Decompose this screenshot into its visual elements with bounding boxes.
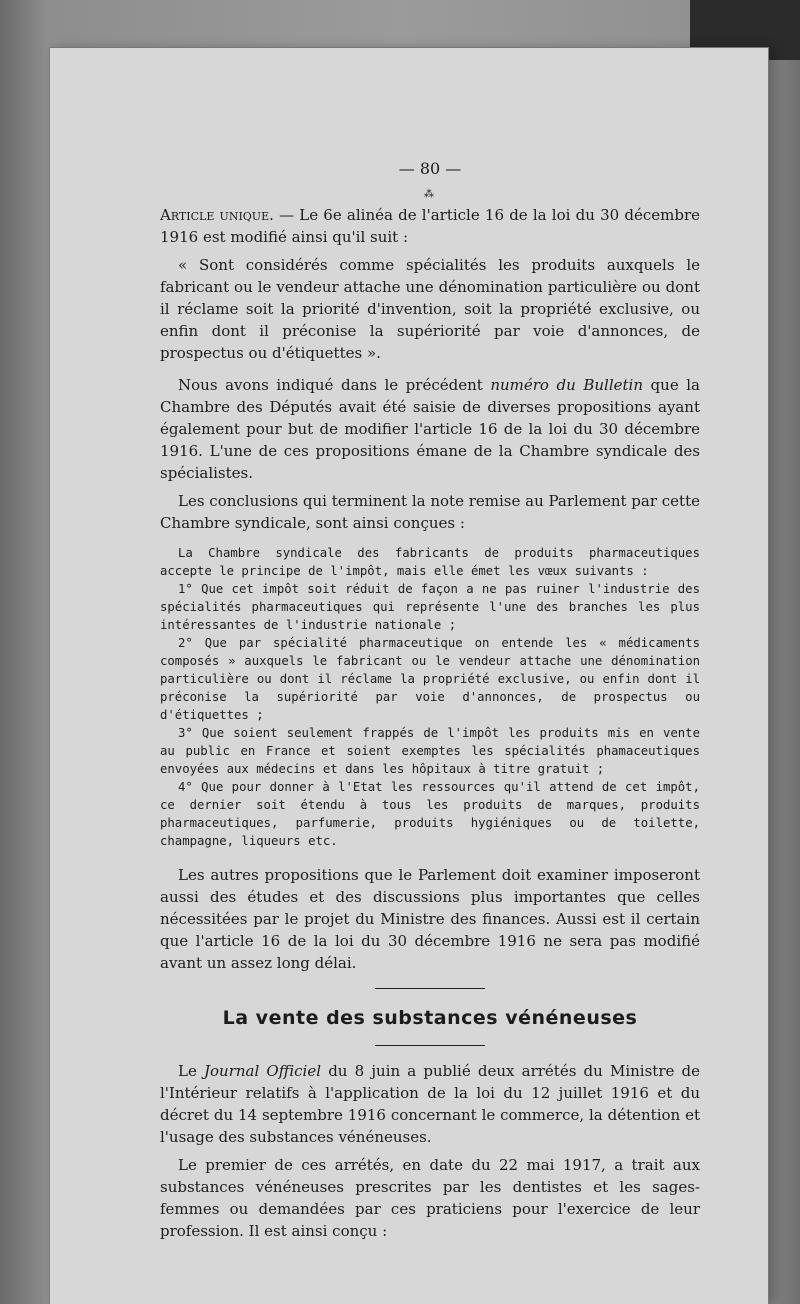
paragraph-conclusions: Les conclusions qui terminent la note remise au Parlement par cette Chambre syndicale, sont ainsi conçues : bbox=[160, 492, 700, 532]
paragraph-first-decree: Le premier de ces arrétés, en date du 22 mai 1917, a trait aux substances vénéneuses prescrites par les dentistes et les sages-femmes ou demandées par ces praticiens pour l'exercice de leur profession. Il est ainsi conçu : bbox=[160, 1156, 700, 1240]
article-paragraph bbox=[160, 204, 700, 248]
asterism: ⁂ bbox=[424, 189, 436, 200]
section-divider-top bbox=[375, 988, 485, 989]
article-label: Article unique. bbox=[160, 206, 274, 224]
conclusion-4: 4° Que pour donner à l'Etat les ressources qu'il attend de cet impôt, ce dernier soit étendu à tous les produits de marques, produits pharmaceutiques, parfumerie, produits hygiéniques ou de toilette, champagne, liqueurs etc. bbox=[160, 780, 700, 848]
page-content bbox=[160, 158, 700, 1248]
conclusion-2: 2° Que par spécialité pharmaceutique on entende les « médicaments composés » auxquels le fabricant ou le vendeur attache une dénomination particulière ou dont il réclame la propriété exclusive, ou enfin dont il préconise la supériorité par voie d'annonces, de prospectus ou d'étiquettes ; bbox=[160, 636, 700, 722]
conclusion-1: 1° Que cet impôt soit réduit de façon a ne pas ruiner l'industrie des spécialités pharmaceutiques qui représente l'une des branches les plus intéressantes de l'industrie nationale ; bbox=[160, 582, 700, 632]
bulletin-reference: numéro du Bulletin bbox=[490, 376, 643, 394]
paragraph-journal-text-b: du 8 juin a publié deux arrétés du Ministre de l'Intérieur relatifs à l'application de la loi du 12 juillet 1916 et du décret du 14 septembre 1916 concernant le commerce, la détention et l'usage des substances vénéneuses. bbox=[160, 1062, 701, 1146]
paragraph-bulletin bbox=[160, 374, 700, 484]
article-quote: « Sont considérés comme spécialités les produits auxquels le fabricant ou le vendeur attache une dénomination particulière ou dont il réclame soit la priorité d'invention, soit la propriété exclusive, ou enfin dont il préconise la supériorité par voie d'annonces, de prospectus ou d'étiquettes ». bbox=[160, 256, 700, 362]
paragraph-other-proposals: Les autres propositions que le Parlement doit examiner imposeront aussi des études et des discussions plus importantes que celles nécessitées par le projet du Ministre des finances. Aussi est il certain que l'article 16 de la loi du 30 décembre 1916 ne sera pas modifié avant un assez long délai. bbox=[160, 866, 700, 972]
paragraph-bulletin-text-b: que la Chambre des Députés avait été saisie de diverses propositions ayant également pour but de modifier l'article 16 de la loi du 30 décembre 1916. L'une de ces propositions émane de la Chambre syndicale des spécialistes. bbox=[160, 376, 700, 482]
article-text: — Le 6e alinéa de l'article 16 de la loi du 30 décembre 1916 est modifié ainsi qu'il suit : bbox=[160, 206, 700, 246]
conclusion-3: 3° Que soient seulement frappés de l'impôt les produits mis en vente au public en France et soient exemptes les spécialités phamaceutiques envoyées aux médecins et dans les hôpitaux à titre gratuit ; bbox=[160, 726, 700, 776]
section-heading: La vente des substances vénéneuses bbox=[222, 1007, 638, 1029]
paragraph-bulletin-text-a: Nous avons indiqué dans le précédent bbox=[178, 376, 491, 394]
journal-officiel-title: Journal Officiel bbox=[204, 1062, 322, 1080]
syndicate-conclusions bbox=[160, 544, 700, 850]
conclusions-intro: La Chambre syndicale des fabricants de produits pharmaceutiques accepte le principe de l'impôt, mais elle émet les vœux suivants : bbox=[160, 546, 700, 578]
section-divider-bottom bbox=[375, 1045, 485, 1046]
book-page bbox=[50, 48, 768, 1304]
paragraph-journal-text-a: Le bbox=[178, 1062, 204, 1080]
page-number: — 80 — bbox=[398, 159, 462, 178]
paragraph-journal-officiel bbox=[160, 1060, 700, 1148]
